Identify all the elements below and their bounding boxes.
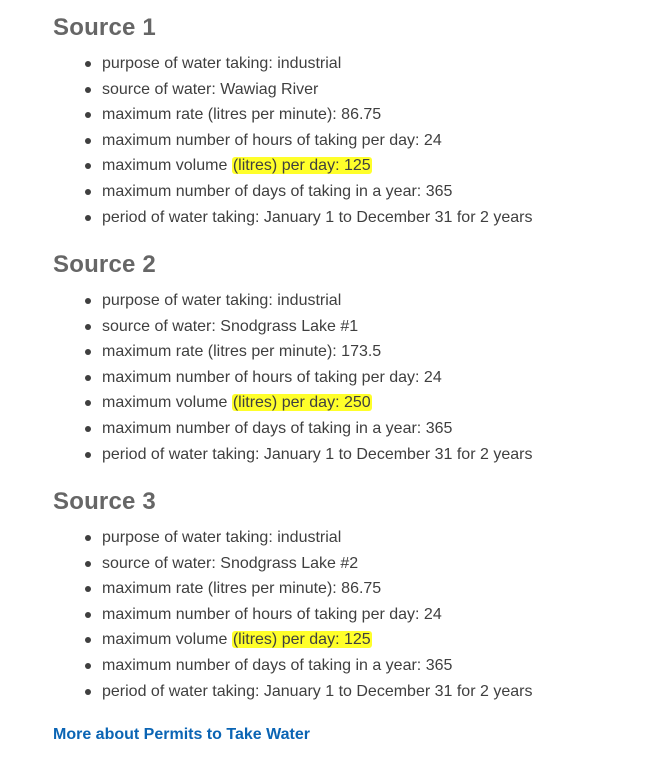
item-text: maximum number of days of taking in a year: 365: [102, 419, 453, 437]
bullet-icon: [85, 298, 91, 304]
highlighted-text: (litres) per day: 125: [232, 631, 371, 649]
list-item: [53, 205, 643, 231]
list-item: [53, 288, 643, 314]
bullet-icon: [85, 61, 91, 67]
item-text: purpose of water taking: industrial: [102, 529, 342, 546]
source-detail-list: [53, 288, 643, 467]
bullet-icon: [85, 663, 91, 669]
list-item: [53, 679, 643, 705]
item-text: period of water taking: January 1 to December 31 for 2 years: [102, 682, 533, 700]
item-text: maximum number of hours of taking per day: 24: [102, 605, 442, 623]
item-text: period of water taking: January 1 to December 31 for 2 years: [102, 445, 533, 463]
list-item: [53, 442, 643, 468]
item-text: source of water: Snodgrass Lake #1: [102, 317, 359, 335]
highlighted-text: (litres) per day: 250: [232, 394, 371, 412]
item-text: maximum volume: [102, 157, 232, 175]
item-text: source of water: Wawiag River: [102, 80, 319, 98]
more-about-permits-link[interactable]: More about Permits to Take Water: [53, 726, 310, 743]
item-text: purpose of water taking: industrial: [102, 292, 342, 309]
list-item: [53, 365, 643, 391]
item-text: maximum rate (litres per minute): 86.75: [102, 106, 382, 124]
item-text: maximum number of days of taking in a year: 365: [102, 656, 453, 674]
item-text: maximum volume: [102, 631, 232, 649]
bullet-icon: [85, 452, 91, 458]
bullet-icon: [85, 375, 91, 381]
list-item: [53, 653, 643, 679]
bullet-icon: [85, 163, 91, 169]
bullet-icon: [85, 112, 91, 118]
list-item: [53, 314, 643, 340]
source-detail-list: [53, 525, 643, 704]
list-item: [53, 153, 643, 179]
list-item: [53, 551, 643, 577]
list-item: [53, 51, 643, 77]
list-item: [53, 128, 643, 154]
list-item: [53, 627, 643, 653]
source-section-3: [53, 488, 643, 704]
bullet-icon: [85, 612, 91, 618]
bullet-icon: [85, 535, 91, 541]
bullet-icon: [85, 426, 91, 432]
bullet-icon: [85, 400, 91, 406]
item-text: maximum rate (litres per minute): 173.5: [102, 343, 382, 361]
bullet-icon: [85, 324, 91, 330]
source-heading: Source 2: [53, 251, 156, 278]
bullet-icon: [85, 138, 91, 144]
bullet-icon: [85, 189, 91, 195]
bullet-icon: [85, 561, 91, 567]
list-item: [53, 602, 643, 628]
list-item: [53, 102, 643, 128]
bullet-icon: [85, 689, 91, 695]
list-item: [53, 416, 643, 442]
source-heading: Source 3: [53, 488, 156, 515]
item-text: maximum number of hours of taking per day: 24: [102, 368, 442, 386]
item-text: maximum rate (litres per minute): 86.75: [102, 580, 382, 598]
bullet-icon: [85, 349, 91, 355]
item-text: period of water taking: January 1 to December 31 for 2 years: [102, 208, 533, 226]
item-text: purpose of water taking: industrial: [102, 55, 342, 72]
source-heading: Source 1: [53, 14, 156, 41]
bullet-icon: [85, 87, 91, 93]
source-section-1: [53, 14, 643, 230]
list-item: [53, 576, 643, 602]
highlighted-text: (litres) per day: 125: [232, 157, 371, 175]
bullet-icon: [85, 215, 91, 221]
list-item: [53, 77, 643, 103]
item-text: maximum number of days of taking in a year: 365: [102, 182, 453, 200]
source-detail-list: [53, 51, 643, 230]
source-section-2: [53, 251, 643, 467]
list-item: [53, 339, 643, 365]
bullet-icon: [85, 586, 91, 592]
item-text: maximum number of hours of taking per day: 24: [102, 131, 442, 149]
item-text: maximum volume: [102, 394, 232, 412]
item-text: source of water: Snodgrass Lake #2: [102, 554, 359, 572]
list-item: [53, 179, 643, 205]
list-item: [53, 390, 643, 416]
bullet-icon: [85, 637, 91, 643]
list-item: [53, 525, 643, 551]
